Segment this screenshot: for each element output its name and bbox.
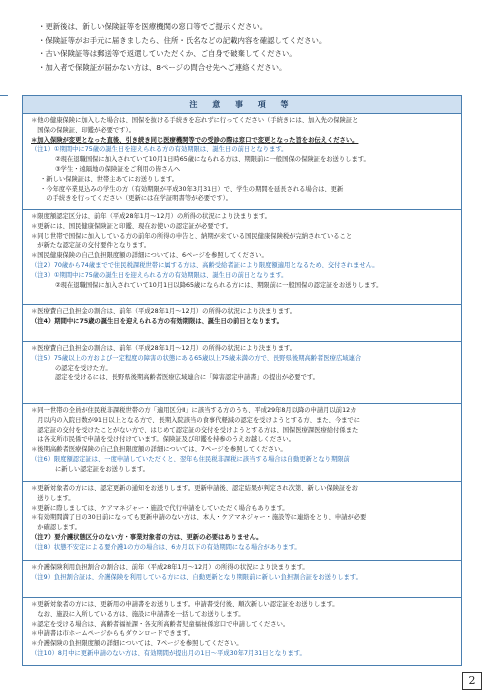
notes-line: ＊申請書は市ホームページからもダウンロードできます。 — [31, 630, 195, 638]
notes-line: が新たな認定証の交付要件となります。 — [31, 242, 151, 250]
notes-line: 認定を受けるには、長野県後期高齢者医療広域連合に「障害認定申請書」の提出が必要です。 — [55, 374, 319, 382]
notes-line: （注9）負担割合証は、介護保険を利用している方には、自動更新となり期限前に新しい負担割合証をお送りします。 — [31, 573, 362, 581]
notes-line: ＊更新対象者の方には、更新用の申請書をお送りします。申請書受付後、順次新しい認定証をお送りします。 — [31, 601, 339, 608]
notes-line: （注7）要介護状態区分のない方・事業対象者の方は、更新の必要はありません。 — [31, 533, 263, 541]
notes-line: ＊国民健康保険の自己負担限度額の詳細については、6ページを参照してください。 — [31, 252, 268, 260]
top-notice-item: ・加入者で保険証が届かない方は、8ページの問合せ先へご連絡ください。 — [38, 62, 287, 72]
notes-line: ②現在退職国保に加入されていて10月1日以降65歳になられる方には、期限前に一般国保の認定証をお送りします。 — [55, 281, 383, 289]
notes-section — [23, 209, 461, 304]
notes-line: ②現在退職国保に加入されていて10月1日時65歳になられる方は、期限前に一般国保の保険証をお送りします。 — [55, 156, 370, 164]
notes-line: ＊介護保険の負担限度額の詳細については、7ページを参照してください。 — [31, 640, 243, 648]
notes-line: ＊同じ世帯で国保に加入している方の前年の所得の申告と、納期が来ている国民健康保険税が完納されていること — [31, 232, 353, 240]
notes-table — [22, 95, 462, 666]
top-notice-item: ・保険証等がお手元に届きましたら、住所・氏名などの記載内容を確認してください。 — [38, 35, 327, 45]
notes-line: 国保の保険証、印鑑が必要です）。 — [31, 126, 135, 134]
notes-line: （注2）70歳から74歳までで住民税課税世帯に属する方は、高齢受給者証により限度額適用となるため、交付されません。 — [31, 261, 379, 269]
top-notice-item: ・古い保険証等は郵送等で返還していただくか、ご自身で破棄してください。 — [38, 49, 297, 59]
notes-line: （注1）①期間中に75歳の誕生日を迎えられる方の有効期限は、誕生日の前日となります。 — [31, 146, 288, 154]
notes-section — [23, 113, 461, 209]
notes-line: ＊同一世帯の全員が住民税非課税世帯の方「適用区分Ⅱ」に該当する方のうち、平成29年8月以降の申請月以前12カ — [31, 407, 357, 414]
notes-line: なお、施設に入所している方は、施設に申請書を一括してお送りします。 — [31, 610, 245, 618]
notes-line: の手続きを行ってください（更新には在学証明書等が必要です）。 — [40, 195, 233, 203]
notes-section — [23, 560, 461, 597]
notes-section — [23, 403, 461, 481]
notes-section — [23, 304, 461, 341]
notes-line: ＊有効期間満了日の30日前になっても更新申請のない方は、本人・ケアマネジャー・施設等に連絡をとり、申請が必要 — [31, 514, 367, 522]
notes-line: （注6）限度額認定証は、一度申請していただくと、翌年も住民税非課税に該当する場合は自動更新となり期限前 — [31, 455, 350, 463]
left-rule — [0, 95, 8, 96]
notes-line: （注10）8月中に更新申請のない方は、有効期間が提出月の1日～平成30年7月31日となります。 — [31, 649, 306, 657]
notes-table-header: 注 意 事 項 等 — [23, 96, 461, 114]
notes-line: ＊加入保険が変更となった直後、引き続き同じ医療機関等での受診の際は窓口で変更となった旨をお伝えください。 — [31, 136, 359, 144]
notes-line: （注4）期間中に75歳の誕生日を迎えられる方の有効期限は、誕生日の前日となります。 — [31, 317, 283, 325]
notes-line: ③学生・遠隔地の保険証をご利用の皆さんへ — [55, 165, 181, 173]
notes-line: ＊更新には、国民健康保険証と印鑑、現在お使いの認定証が必要です。 — [31, 222, 232, 230]
page-number: 2 — [462, 672, 482, 690]
notes-section — [23, 597, 461, 665]
notes-line: 認定証の交付を受けたことがない方で、はじめて認定証の交付を受けようとする方は、国保医療課医療給付係また — [31, 426, 359, 434]
notes-section — [23, 481, 461, 560]
notes-line: ＊限度額認定区分は、前年（平成28年1月～12月）の所得の状況により決まります。 — [31, 213, 271, 220]
notes-section — [23, 341, 461, 403]
top-notice-list — [38, 20, 478, 74]
notes-line: （注8）状態不安定による要介護1の方の場合は、6カ月以下の有効期間になる場合があります。 — [31, 543, 301, 551]
notes-line: ＊更新に際しましては、ケアマネジャー・施設で代行申請をしていただく場合もあります。 — [31, 504, 289, 512]
notes-line: ＊更新対象者の方には、認定更新の通知をお送りします。更新申請後、認定結果が判定され次第、新しい保険証をお — [31, 485, 358, 492]
notes-line: ・新しい保険証は、世帯主あてにお送りします。 — [40, 175, 179, 183]
notes-line: ＊医療費自己負担金の割合は、前年（平成28年1月～12月）の所得の状況により決まります。 — [31, 345, 297, 352]
notes-line: ＊他の健康保険に加入した場合は、国保を抜ける手続きを忘れずに行ってください（手続きには、加入先の保険証と — [31, 117, 359, 124]
notes-line: ＊医療費自己負担金の割合は、前年（平成28年1月～12月）の所得の状況により決まります。 — [31, 308, 297, 315]
top-notice-item: ・更新後は、新しい保険証等を医療機関の窓口等でご提示ください。 — [38, 22, 268, 31]
notes-line: 月以内の入院日数が91日以上となる方で、長期入院該当の食事代軽減の認定を受けようとする方、また、今までに — [31, 416, 361, 424]
notes-line: ＊介護保険利用負担割合の割合は、前年（平成28年1月～12月）の所得の状況により決まります。 — [31, 564, 309, 571]
notes-line: の認定を受けた方。 — [55, 364, 112, 372]
notes-line: 送りします。 — [31, 494, 75, 502]
notes-line: （注5）75歳以上の方および一定程度の障害の状態にある65歳以上75歳未満の方で、長野県後期高齢者医療広域連合 — [31, 354, 362, 362]
notes-line: か確認します。 — [31, 524, 81, 532]
notes-line: は各支所市民係で申請を受け付けています。保険証及び印鑑を持参のうえお越しください。 — [31, 436, 295, 444]
notes-line: ＊認定を受ける場合は、高齢者福祉課・各支所高齢者児童福祉係窓口で申請してください。 — [31, 620, 290, 628]
notes-line: に新しい認定証をお送りします。 — [55, 465, 149, 473]
notes-line: ＊後期高齢者医療保険の自己負担限度額の詳細については、7ページを参照してください。 — [31, 446, 287, 454]
notes-line: ・今年度卒業見込みの学生の方（有効期限が平成30年3月31日）で、学生の期間を延長される場合は、更新 — [40, 185, 344, 193]
notes-line: （注3）①期間中に75歳の誕生日を迎えられる方の有効期限は、誕生日の前日となります。 — [31, 271, 288, 279]
